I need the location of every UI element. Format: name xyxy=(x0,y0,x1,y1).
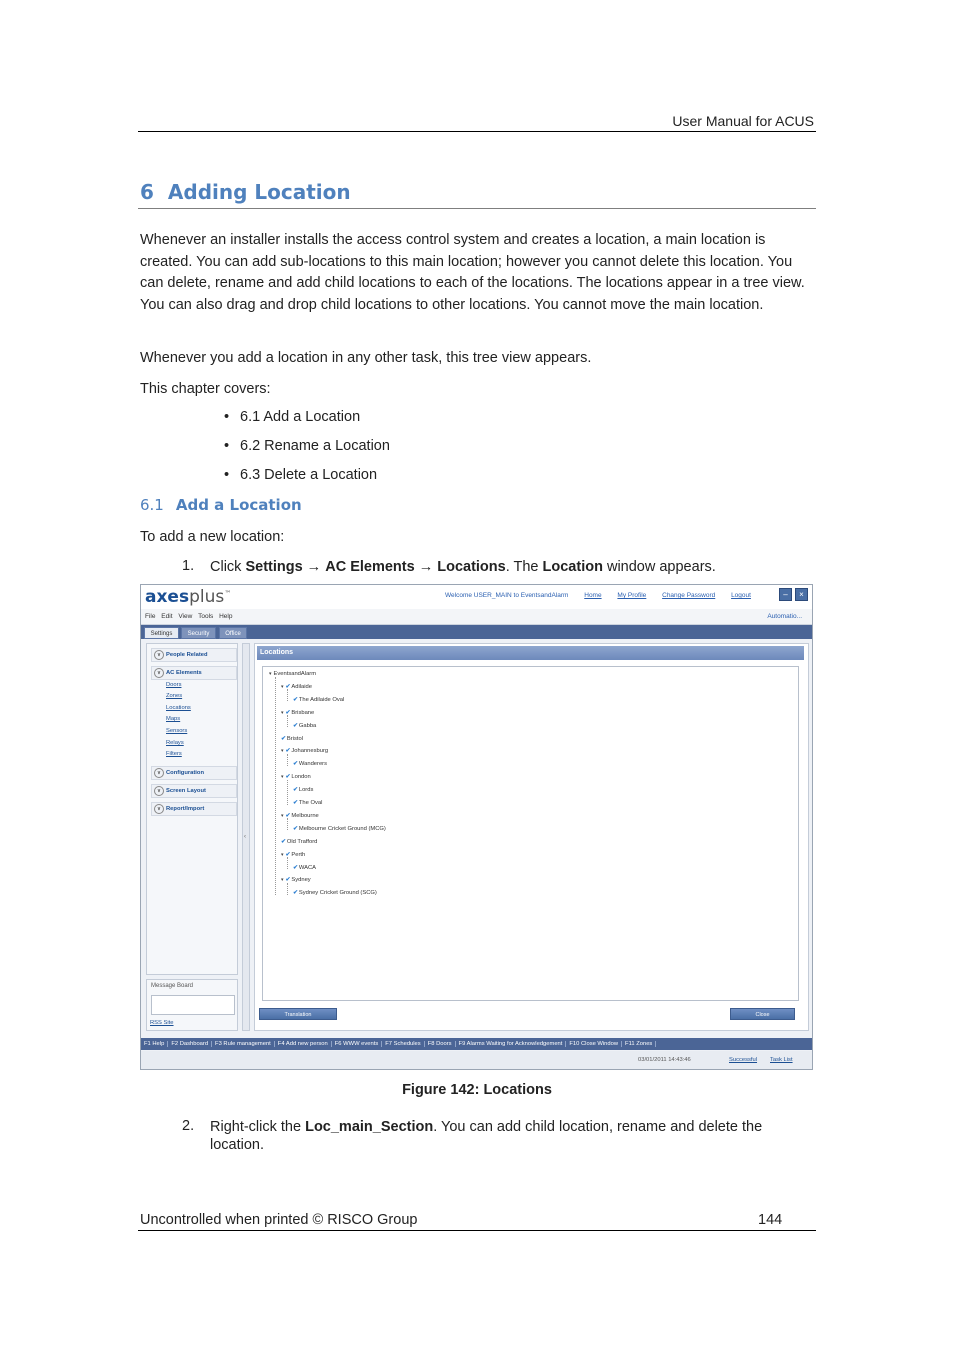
tree-node[interactable] xyxy=(293,826,386,832)
function-key-item[interactable]: F8 Doors xyxy=(425,1041,456,1047)
chapter-title: Adding Location xyxy=(167,180,351,204)
expand-toggle-icon[interactable]: ▾ xyxy=(281,877,284,884)
sidebar-item-ac-elements[interactable]: ∨ AC Elements xyxy=(151,666,237,680)
message-board-textarea[interactable] xyxy=(151,995,235,1015)
list-item: • 6.1 Add a Location xyxy=(224,409,390,438)
chapter-covers-paragraph: This chapter covers: xyxy=(140,381,271,397)
step-2 xyxy=(182,1118,812,1158)
logout-link[interactable]: Logout xyxy=(731,592,751,599)
step-number: 2. xyxy=(182,1118,195,1134)
tree-node[interactable] xyxy=(281,684,312,690)
status-successful-link[interactable]: Successful xyxy=(729,1057,758,1063)
automation-link[interactable]: Automatio... xyxy=(767,613,802,620)
checkmark-icon[interactable]: ✔ xyxy=(285,774,291,781)
sidebar-link-sensors[interactable]: Sensors xyxy=(166,728,188,734)
tree-node[interactable] xyxy=(293,761,327,767)
function-key-item[interactable]: F7 Schedules xyxy=(382,1041,424,1047)
tree-node[interactable] xyxy=(281,710,314,716)
tree-connector xyxy=(275,677,276,895)
checkmark-icon[interactable]: ✔ xyxy=(285,877,291,884)
locations-panel xyxy=(254,643,809,1031)
task-list-link[interactable]: Task List xyxy=(770,1057,793,1063)
tree-connector xyxy=(287,883,288,895)
tree-node-label: Perth xyxy=(291,851,306,858)
translation-button[interactable]: Translation xyxy=(259,1008,337,1020)
tree-node-label: WACA xyxy=(298,864,317,871)
function-key-item[interactable]: F2 Dashboard xyxy=(168,1041,212,1047)
panel-splitter[interactable] xyxy=(242,643,250,1031)
tab-settings[interactable]: Settings xyxy=(144,627,179,639)
tree-node[interactable] xyxy=(293,865,316,871)
function-key-bar xyxy=(141,1038,812,1050)
sidebar-item-screen-layout[interactable]: ∨ Screen Layout xyxy=(151,784,237,798)
tree-node-label: The Oval xyxy=(298,800,323,806)
menu-tools[interactable]: Tools xyxy=(198,613,214,620)
message-board-label: Message Board xyxy=(151,983,194,989)
tree-node-label: Bristol xyxy=(286,735,303,742)
tree-node-label: Brisbane xyxy=(291,709,315,716)
expand-toggle-icon[interactable]: ▾ xyxy=(281,851,284,858)
tree-node[interactable] xyxy=(293,890,377,896)
function-key-item[interactable]: F9 Alarms Waiting for Acknowledgement xyxy=(456,1041,567,1047)
tree-node[interactable] xyxy=(269,671,316,677)
top-links xyxy=(445,592,765,599)
page-number: 144 xyxy=(758,1212,783,1228)
menu-view[interactable]: View xyxy=(178,613,193,620)
sidebar-link-doors[interactable]: Doors xyxy=(166,682,182,688)
tree-node[interactable] xyxy=(281,736,303,742)
rss-site-link[interactable]: RSS Site xyxy=(150,1020,174,1026)
tree-connector xyxy=(287,818,288,830)
tree-node[interactable] xyxy=(281,877,311,883)
message-board xyxy=(146,979,238,1031)
collapse-icon[interactable]: ‹ xyxy=(244,834,246,840)
function-key-item[interactable]: F6 WWW events xyxy=(332,1041,382,1047)
checkmark-icon[interactable]: ✔ xyxy=(293,864,298,871)
menu-help[interactable]: Help xyxy=(219,613,233,620)
tree-node[interactable] xyxy=(281,852,305,858)
status-datetime: 03/01/2011 14:43:46 xyxy=(638,1057,691,1063)
tree-node-label: Melbourne Cricket Ground (MCG) xyxy=(298,825,386,832)
checkmark-icon[interactable]: ✔ xyxy=(293,696,298,703)
section-intro: To add a new location: xyxy=(140,529,285,545)
chapter-heading xyxy=(140,180,351,204)
tree-node[interactable] xyxy=(293,723,316,729)
expand-toggle-icon[interactable]: ▾ xyxy=(281,812,284,819)
checkmark-icon[interactable]: ✔ xyxy=(293,890,298,897)
list-item: • 6.3 Delete a Location xyxy=(224,467,390,496)
menu-bar xyxy=(141,609,812,625)
footer-text: Uncontrolled when printed © RISCO Group xyxy=(140,1212,418,1228)
expand-toggle-icon[interactable]: ▾ xyxy=(281,774,284,781)
sidebar-item-configuration[interactable]: ∨ Configuration xyxy=(151,766,237,780)
tree-node-label: Old Trafford xyxy=(286,838,318,845)
tree-node-label: Melbourne xyxy=(291,812,319,819)
settings-sidebar xyxy=(146,643,238,975)
checkmark-icon[interactable]: ✔ xyxy=(285,812,291,819)
tree-node-label: EventsandAlarm xyxy=(273,671,317,677)
step-1 xyxy=(182,558,812,578)
close-icon[interactable]: × xyxy=(795,588,808,601)
tab-office[interactable]: Office xyxy=(219,627,247,639)
tree-node[interactable] xyxy=(281,774,311,780)
menu-file[interactable]: File xyxy=(145,613,156,620)
tree-node[interactable] xyxy=(293,800,322,806)
function-key-item[interactable]: F11 Zones xyxy=(622,1041,656,1047)
tree-node-label: Lords xyxy=(298,787,314,794)
tree-node[interactable] xyxy=(293,787,313,793)
section-title: Add a Location xyxy=(175,496,302,514)
tree-node[interactable] xyxy=(281,748,328,754)
tree-node-label: Johannesburg xyxy=(291,748,329,755)
function-key-item[interactable]: F10 Close Window xyxy=(566,1041,622,1047)
tree-node-label: London xyxy=(291,774,311,781)
section-number: 6.1 xyxy=(140,496,164,514)
checkmark-icon[interactable]: ✔ xyxy=(285,748,291,755)
tree-connector xyxy=(287,780,288,805)
intro-paragraph: Whenever an installer installs the access control system and creates a location, a main location is created. You can add sub-locations to this main location; however you cannot delete this location. You can delete, rename and add child locations to each of the locations. The locations appear in a tree view. You can also drag and drop child locations to other locations. You cannot move the main location. xyxy=(140,232,805,313)
step-text: Click Settings → AC Elements → Locations. The Location window appears. xyxy=(210,559,716,575)
expand-toggle-icon[interactable]: ▾ xyxy=(269,671,272,677)
tree-node-label: Adilaide xyxy=(291,683,313,690)
sidebar-link-filters[interactable]: Filters xyxy=(166,751,182,757)
expand-toggle-icon[interactable]: ▾ xyxy=(281,748,284,755)
tree-connector xyxy=(287,689,288,701)
welcome-text: Welcome USER_MAIN to EventsandAlarm xyxy=(445,592,569,599)
step-number: 1. xyxy=(182,558,195,574)
tree-connector xyxy=(287,754,288,766)
status-bar xyxy=(141,1051,812,1069)
location-tree xyxy=(262,666,799,1001)
sidebar-item-people-related[interactable]: ∨ People Related xyxy=(151,648,237,662)
change-password-link[interactable]: Change Password xyxy=(662,592,716,599)
function-key-item[interactable]: F3 Rule management xyxy=(212,1041,275,1047)
section-heading xyxy=(140,496,302,514)
tree-connector xyxy=(287,857,288,869)
tree-node-label: The Adilaide Oval xyxy=(298,696,345,703)
checkmark-icon[interactable]: ✔ xyxy=(281,735,286,742)
running-header: User Manual for ACUS xyxy=(672,113,814,129)
checkmark-icon[interactable]: ✔ xyxy=(285,851,291,858)
list-item: • 6.2 Rename a Location xyxy=(224,438,390,467)
panel-title: Locations xyxy=(257,646,804,660)
function-key-item[interactable]: F1 Help xyxy=(141,1041,168,1047)
locations-window-screenshot xyxy=(140,584,813,1070)
chapter-rule xyxy=(138,208,816,209)
axesplus-logo: axesplus™ xyxy=(145,587,232,607)
sidebar-link-maps[interactable]: Maps xyxy=(166,716,181,722)
tree-node[interactable] xyxy=(293,697,344,703)
tree-node-label: Sydney xyxy=(291,877,311,884)
function-key-item[interactable]: F4 Add new person xyxy=(275,1041,332,1047)
tree-node[interactable] xyxy=(281,839,317,845)
checkmark-icon[interactable]: ✔ xyxy=(285,709,291,716)
checkmark-icon[interactable]: ✔ xyxy=(293,787,298,794)
figure-caption: Figure 142: Locations xyxy=(402,1082,552,1098)
minimize-icon[interactable]: – xyxy=(779,588,792,601)
tree-connector xyxy=(287,715,288,727)
expand-toggle-icon[interactable]: ▾ xyxy=(281,683,284,690)
chapter-contents-list xyxy=(224,409,390,496)
expand-toggle-icon[interactable]: ▾ xyxy=(281,709,284,716)
home-link[interactable]: Home xyxy=(584,592,602,599)
my-profile-link[interactable]: My Profile xyxy=(617,592,647,599)
checkmark-icon[interactable]: ✔ xyxy=(293,761,298,768)
checkmark-icon[interactable]: ✔ xyxy=(281,838,286,845)
checkmark-icon[interactable]: ✔ xyxy=(293,800,298,806)
tree-view-paragraph: Whenever you add a location in any other task, this tree view appears. xyxy=(140,350,592,366)
checkmark-icon[interactable]: ✔ xyxy=(285,683,291,690)
sidebar-link-locations[interactable]: Locations xyxy=(166,705,191,711)
chapter-number: 6 xyxy=(140,180,154,204)
tree-node-label: Gabba xyxy=(298,722,317,729)
menu-edit[interactable]: Edit xyxy=(161,613,173,620)
close-button[interactable]: Close xyxy=(730,1008,795,1020)
sidebar-link-zones[interactable]: Zones xyxy=(166,693,183,699)
app-title-bar xyxy=(141,585,812,609)
header-rule xyxy=(138,131,816,132)
tree-node-label: Sydney Cricket Ground (SCG) xyxy=(298,890,377,897)
checkmark-icon[interactable]: ✔ xyxy=(293,825,298,832)
tree-node-label: Wanderers xyxy=(298,761,327,768)
sidebar-item-report-import[interactable]: ∨ Report/Import xyxy=(151,802,237,816)
sidebar-link-relays[interactable]: Relays xyxy=(166,740,184,746)
checkmark-icon[interactable]: ✔ xyxy=(293,722,298,729)
tab-security[interactable]: Security xyxy=(181,627,216,639)
footer-rule xyxy=(138,1230,816,1231)
step-text: Right-click the Loc_main_Section. You can add child location, rename and delete the location. xyxy=(210,1119,763,1153)
